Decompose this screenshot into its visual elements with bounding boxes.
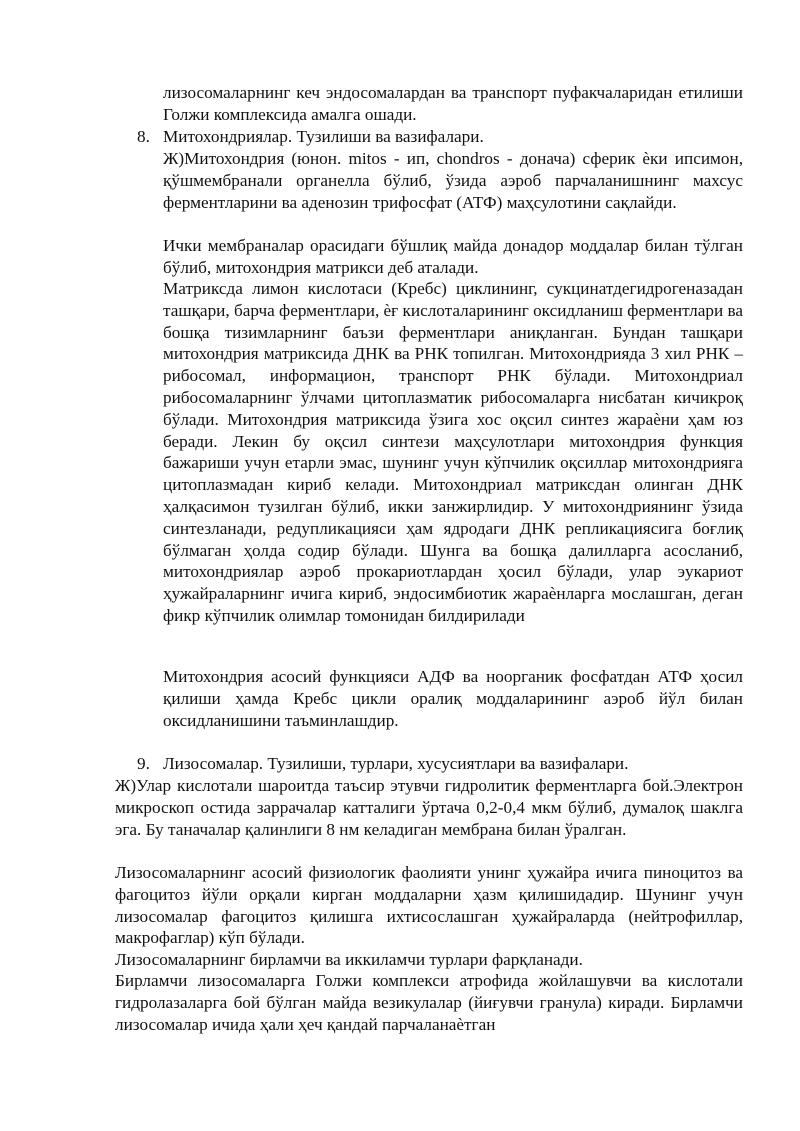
section-9-paragraph-2: Лизосомаларнинг асосий физиологик фаолияти унинг ҳужайра ичига пиноцитоз ва фагоцитоз йўли орқали кирган моддаларни ҳазм қилишидадир. Шунинг учун лизосомалар фагоцитоз қилишга ихтисослашган ҳужайраларда (нейтрофиллар, макрофаглар) кўп бўлади.	[115, 863, 743, 948]
section-9-paragraph-3: Лизосомаларнинг бирламчи ва иккиламчи турлари фарқланади.	[115, 950, 583, 969]
section-9-title: Лизосомалар. Тузилиши, турлари, хусусиятлари ва вазифалари.	[163, 754, 629, 773]
paragraph-continuation: лизосомаларнинг кеч эндосомалардан ва транспорт пуфакчаларидан етилиши Голжи комплексида амалга ошади.	[163, 83, 743, 124]
section-9-paragraph-4: Бирламчи лизосомаларга Голжи комплекси атрофида жойлашувчи ва кислотали гидролазаларга бой бўлган майда везикулалар (йиғувчи гранула) киради. Бирламчи лизосомалар ичида ҳали ҳеч қандай парчаланаѐтган	[115, 971, 743, 1034]
section-8-title: Митохондриялар. Тузилиши ва вазифалари.	[163, 127, 484, 146]
section-8-number: 8.	[137, 127, 150, 146]
section-9-paragraph-1: Ж)Улар кислотали шароитда таъсир этувчи гидролитик ферментларга бой.Электрон микроскоп остида заррачалар катталиги ўртача 0,2-0,4 мкм бўлиб, думалоқ шаклга эга. Бу таначалар қалинлиги 8 нм келадиган мембрана билан ўралган.	[115, 776, 743, 839]
section-8-paragraph-1: Ж)Митохондрия (юнон. mitos - ип, chondros - донача) сферик ѐки ипсимон, қўшмембранали органелла бўлиб, ўзида аэроб парчаланишнинг махсус ферментларини ва аденозин трифосфат (АТФ) маҳсулотини сақлайди.	[163, 149, 743, 212]
section-8-paragraph-4: Митохондрия асосий функцияси АДФ ва ноорганик фосфатдан АТФ ҳосил қилиши ҳамда Кребс цикли оралиқ моддаларининг аэроб йўл билан оксидланишини таъминлашдир.	[163, 667, 743, 730]
section-9-number: 9.	[137, 754, 150, 773]
section-8-paragraph-3: Матриксда лимон кислотаси (Кребс) циклининг, сукцинатдегидрогеназадан ташқари, барча ферментлари, ѐғ кислоталарининг оксидланиш ферментлари ва бошқа тизимларнинг баъзи ферментлари аниқланган. Бундан ташқари митохондрия матриксида ДНК ва РНК топилган. Митохондрияда 3 хил РНК – рибосомал, информацион, транспорт РНК бўлади. Митохондриал рибосомаларнинг ўлчами цитоплазматик рибосомаларга нисбатан кичикроқ бўлади. Митохондрия матриксида ўзига хос оқсил синтез жараѐни ҳам юз беради. Лекин бу оқсил синтези маҳсулотлари митохондрия функция бажариши учун етарли эмас, шунинг учун кўпчилик оқсиллар митохондрияга цитоплазмадан кириб келади. Митохондриал матриксдан олинган ДНК ҳалқасимон тузилган бўлиб, икки занжирлидир. У митохондриянинг ўзида синтезланади, редупликацияси ҳам ядродаги ДНК репликациясига боғлиқ бўлмаган ҳолда содир бўлади. Шунга ва бошқа далилларга асосланиб, митохондриялар аэроб прокариотлардан ҳосил бўлади, улар эукариот ҳужайраларнинг ичига кириб, эндосимбиотик жараѐнларга мослашган, деган фикр кўпчилик олимлар томонидан билдирилади	[163, 279, 743, 625]
section-8-paragraph-2: Ички мембраналар орасидаги бўшлиқ майда донадор моддалар билан тўлган бўлиб, митохондрия матрикси деб аталади.	[163, 236, 743, 277]
